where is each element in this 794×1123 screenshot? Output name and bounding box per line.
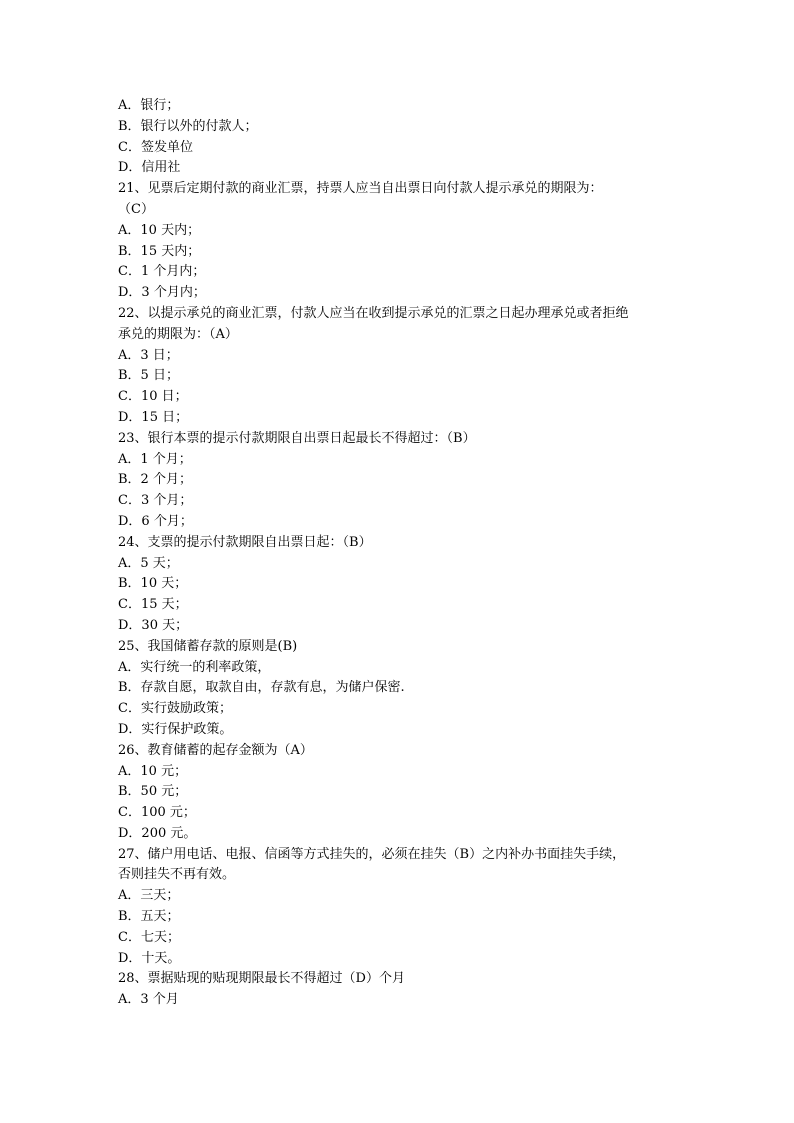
question-21: 21、见票后定期付款的商业汇票，持票人应当自出票日向付款人提示承兑的期限为： (118, 181, 603, 197)
text-line: C．3 个月； (118, 493, 193, 509)
question-27: 27、储户用电话、电报、信函等方式挂失的，必须在挂失（B）之内补办书面挂失手续， (118, 846, 626, 862)
text-line: D．200 元。 (118, 825, 197, 841)
text-line: B．存款自愿，取款自由，存款有息，为储户保密. (118, 680, 405, 696)
text-line: 承兑的期限为：（A） (118, 326, 238, 342)
text-line: B．15 天内； (118, 243, 201, 259)
text-line: D．十天。 (118, 950, 181, 966)
text-line: B．五天； (118, 909, 180, 925)
question-28: 28、票据贴现的贴现期限最长不得超过（D）个月 (118, 971, 405, 987)
text-line: D．实行保护政策。 (118, 721, 233, 737)
text-line: B．银行以外的付款人； (118, 118, 258, 134)
text-line: C．实行鼓励政策； (118, 701, 232, 717)
text-line: A．银行； (118, 98, 180, 113)
text-line: D．15 日； (118, 409, 189, 425)
text-line: C．100 元； (118, 805, 196, 821)
document-body (118, 96, 678, 1011)
text-line: B．5 日； (118, 368, 179, 384)
text-line: D．6 个月； (118, 513, 193, 529)
text-line: A．实行统一的利率政策， (118, 659, 271, 675)
text-line: D．3 个月内； (118, 285, 206, 301)
question-25: 25、我国储蓄存款的原则是(B) (118, 638, 298, 654)
text-line: A．1 个月； (118, 451, 192, 467)
text-line: C．10 日； (118, 389, 188, 405)
text-line: C．签发单位 (118, 139, 193, 155)
text-line: D．信用社 (118, 160, 181, 176)
text-line: B．50 元； (118, 784, 188, 800)
question-23: 23、银行本票的提示付款期限自出票日起最长不得超过：（B） (118, 430, 476, 446)
text-line: 否则挂失不再有效。 (118, 867, 236, 883)
question-22: 22、以提示承兑的商业汇票，付款人应当在收到提示承兑的汇票之日起办理承兑或者拒绝 (118, 305, 629, 321)
text-line: A．3 个月 (118, 992, 179, 1008)
text-line: A．10 元； (118, 763, 188, 779)
text-line: B．10 天； (118, 576, 188, 592)
question-26: 26、教育储蓄的起存金额为（A） (118, 742, 313, 758)
text-line: B．2 个月； (118, 472, 192, 488)
text-line: C．1 个月内； (118, 264, 206, 280)
text-line: A．3 日； (118, 347, 179, 363)
text-line: A．10 天内； (118, 222, 201, 238)
text-line: A．5 天； (118, 555, 179, 571)
text-line: C．七天； (118, 929, 180, 945)
question-24: 24、支票的提示付款期限自出票日起：（B） (118, 534, 372, 550)
text-line: D．30 天； (118, 617, 189, 633)
text-line: A．三天； (118, 888, 180, 904)
text-line: C．15 天； (118, 597, 188, 613)
text-line: （C） (118, 201, 154, 217)
